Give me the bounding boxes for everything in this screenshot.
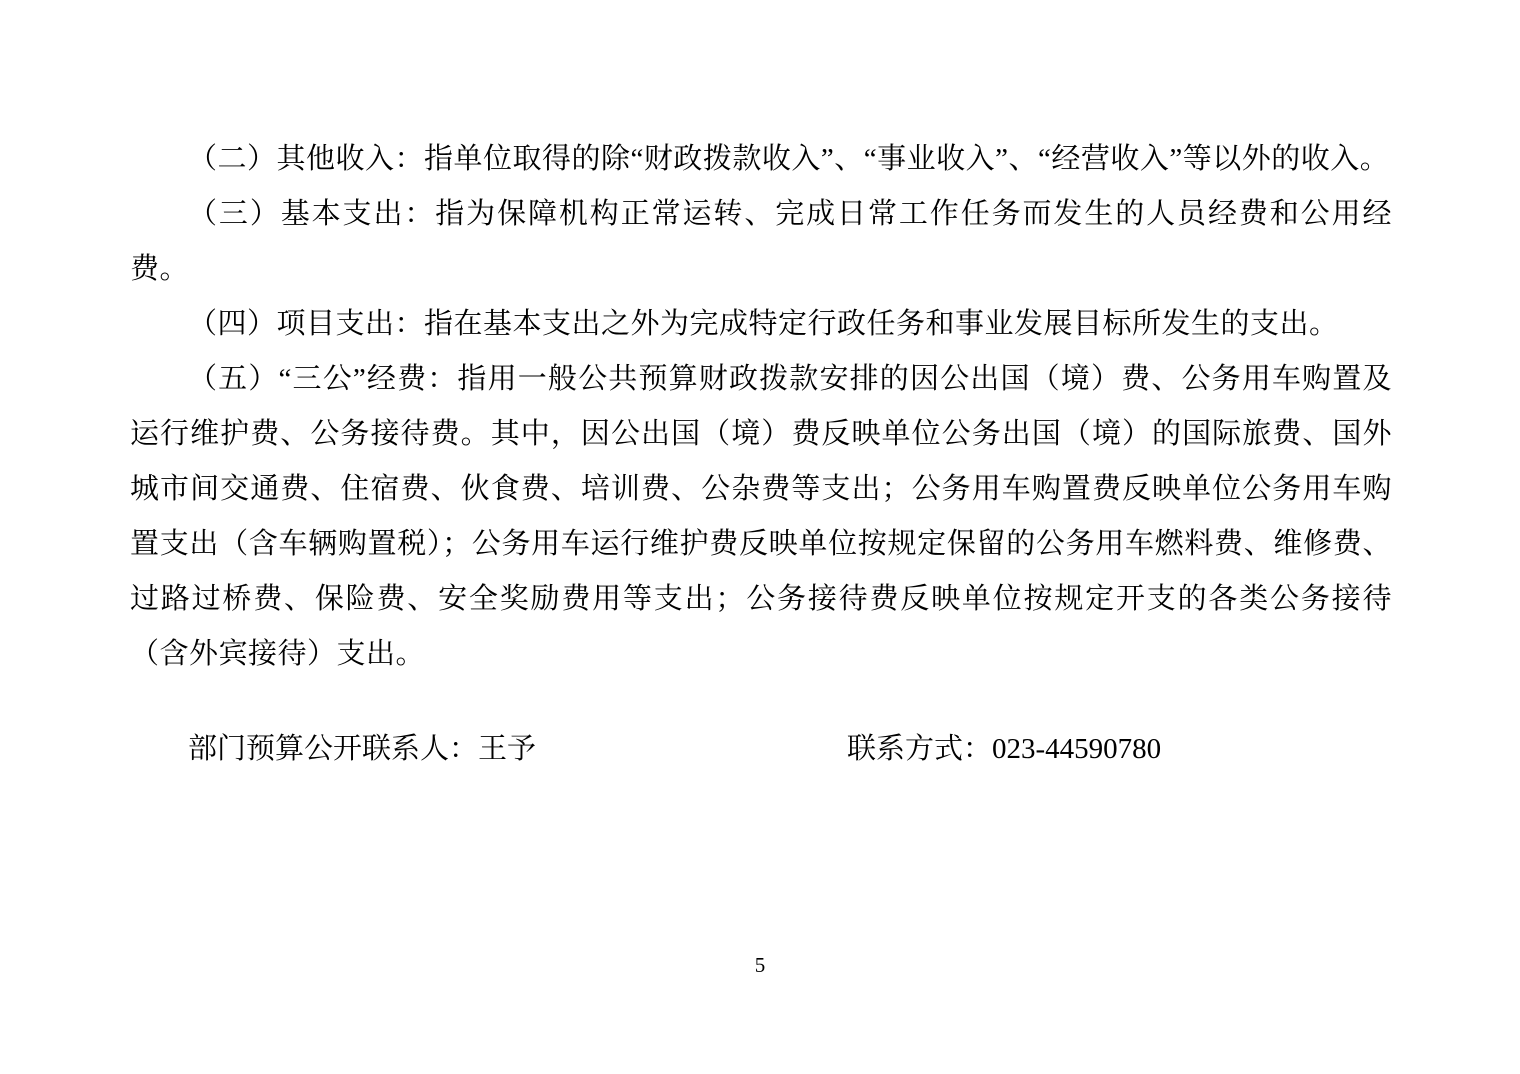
page-number: 5 — [754, 953, 766, 977]
paragraph-basic-expenditure-definition: （三）基本支出：指为保障机构正常运转、完成日常工作任务而发生的人员经费和公用经费。 — [130, 198, 1392, 285]
document-body — [130, 132, 1392, 777]
contact-person: 部门预算公开联系人：王予 — [188, 733, 537, 765]
paragraph-project-expenditure-definition: （四）项目支出：指在基本支出之外为完成特定行政任务和事业发展目标所发生的支出。 — [188, 308, 1339, 340]
paragraph-other-income-definition: （二）其他收入：指单位取得的除“财政拨款收入”、“事业收入”、“经营收入”等以外的收入。 — [188, 143, 1390, 175]
paragraph-three-public-funds-definition: （五）“三公”经费：指用一般公共预算财政拨款安排的因公出国（境）费、公务用车购置及运行维护费、公务接待费。其中，因公出国（境）费反映单位公务出国（境）的国际旅费、国外城市间交通费、住宿费、伙食费、培训费、公杂费等支出；公务用车购置费反映单位公务用车购置支出（含车辆购置税）；公务用车运行维护费反映单位按规定保留的公务用车燃料费、维修费、过路过桥费、保险费、安全奖励费用等支出；公务接待费反映单位按规定开支的各类公务接待（含外宾接待）支出。 — [130, 363, 1392, 670]
contact-line — [130, 722, 1392, 777]
contact-method: 联系方式：023-44590780 — [847, 733, 1162, 765]
